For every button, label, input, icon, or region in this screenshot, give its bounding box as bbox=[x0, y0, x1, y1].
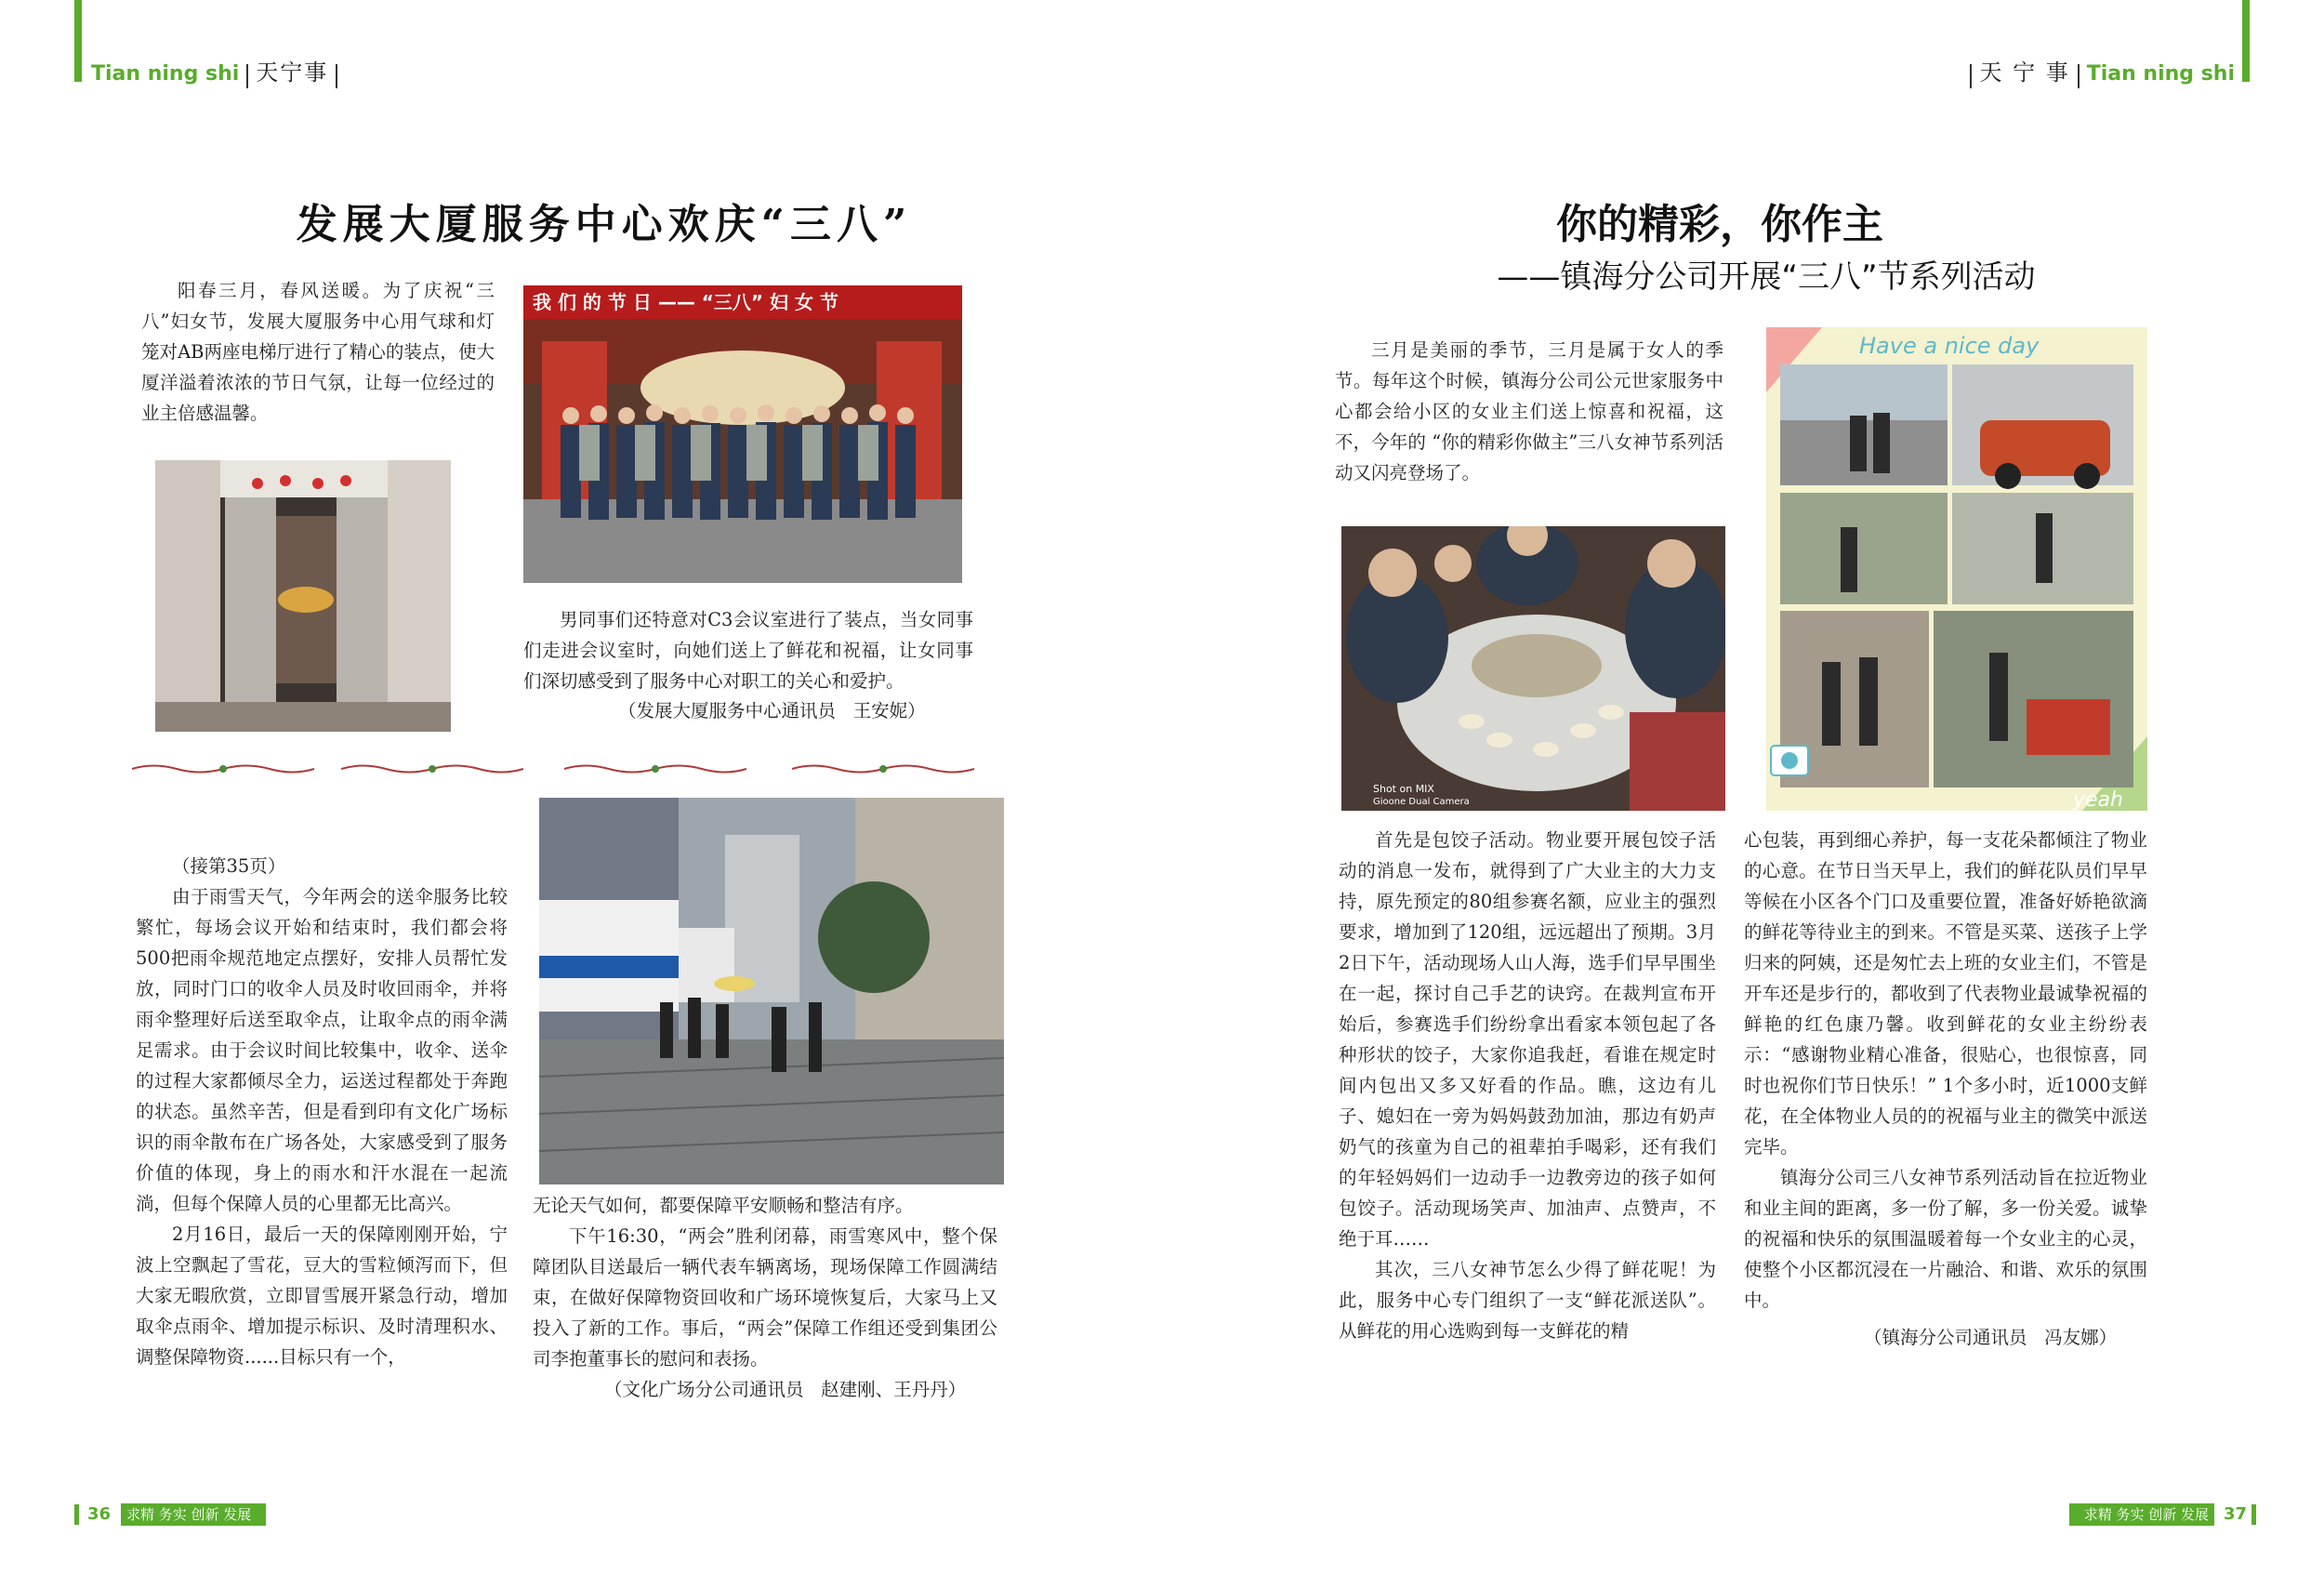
left-motto-text: 求精 务实 创新 发展 bbox=[126, 1506, 252, 1523]
left-footer-motto bbox=[121, 1503, 266, 1526]
credit1-suffix: ） bbox=[907, 700, 926, 721]
ornament-divider bbox=[562, 762, 748, 775]
left-intro-text bbox=[141, 275, 495, 429]
left-page-number: 36 bbox=[87, 1504, 112, 1524]
left-col1-paragraph-1: 由于雨雪天气，今年两会的送伞服务比较繁忙，每场会议开始和结束时，我们都会将500把雨伞规范地定点摆好，安排人员帮忙发放，同时门口的收伞人员及时收回雨伞，并将雨伞整理好后送至取伞点，让取伞点的雨伞满足需求。由于会议时间比较集中，收伞、送伞的过程大家都倾尽全力，运送过程都处于奔跑的状态。虽然辛苦，但是看到印有文化广场标识的雨伞散布在广场各处，大家感受到了服务价值的体现，身上的雨水和汗水混在一起流淌，但每个保障人员的心里都无比高兴。 bbox=[136, 886, 508, 1214]
right-col2-paragraph-2: 镇海分公司三八女神节系列活动旨在拉近物业和业主间的距离，多一份了解，多一份关爱。诚挚的祝福和快乐的氛围温暖着每一个女业主的心灵，使整个小区都沉浸在一片融洽、和谐、欢乐的氛围中。 bbox=[1744, 1167, 2147, 1311]
right-footer-motto bbox=[2069, 1503, 2214, 1526]
right-footer-mark bbox=[2251, 1504, 2256, 1525]
right-credit-name: 冯友娜 bbox=[2044, 1327, 2099, 1348]
photo-stamp-2: Gioone Dual Camera bbox=[1373, 797, 1470, 807]
credit2-prefix: （文化广场分公司通讯员 bbox=[604, 1379, 804, 1400]
left-intro-paragraph: 阳春三月，春风送暖。为了庆祝“三八”妇女节，发展大厦服务中心用气球和灯笼对AB两座电梯厅进行了精心的装点，使大厦洋溢着浓浓的节日气氛，让每一位经过的业主倍感温馨。 bbox=[141, 280, 495, 424]
ornament-divider bbox=[790, 762, 976, 775]
right-col1-text bbox=[1339, 825, 1716, 1346]
left-header-bar bbox=[74, 0, 82, 82]
left-photo-caption bbox=[523, 604, 973, 696]
left-header-title: 天宁事 bbox=[256, 60, 329, 86]
ornament-divider bbox=[130, 762, 316, 775]
elevator-hall-photo bbox=[155, 460, 451, 732]
left-header-pinyin: Tian ning shi bbox=[91, 62, 240, 86]
right-credit-suffix: ） bbox=[2098, 1327, 2118, 1348]
right-credit-prefix: （镇海分公司通讯员 bbox=[1864, 1327, 2027, 1348]
right-intro-text bbox=[1335, 335, 1723, 488]
right-article-title: 你的精彩，你作主 bbox=[1556, 201, 1883, 248]
credit1-prefix: （发展大厦服务中心通讯员 bbox=[618, 700, 837, 721]
left-col2-text bbox=[533, 1190, 997, 1374]
right-intro-paragraph: 三月是美丽的季节，三月是属于女人的季节。每年这个时候，镇海分公司公元世家服务中心都会给小区的女业主们送上惊喜和祝福，这不，今年的 “你的精彩你做主”三八女神节系列活动又闪亮登场了。 bbox=[1335, 339, 1723, 483]
left-col1-paragraph-2: 2月16日，最后一天的保障刚刚开始，宁波上空飘起了雪花，豆大的雪粒倾泻而下，但大家无暇欣赏，立即冒雪展开紧急行动，增加取伞点雨伞、增加提示标识、及时清理积水、调整保障物资......目标只有一个， bbox=[136, 1224, 508, 1368]
left-header bbox=[91, 54, 345, 88]
right-header-bar bbox=[2242, 0, 2250, 82]
left-credit-2 bbox=[604, 1374, 966, 1405]
right-col2-paragraph-1: 心包装，再到细心养护，每一支花朵都倾注了物业的心意。在节日当天早上，我们的鲜花队员们早早等候在小区各个门口及重要位置，准备好娇艳欲滴的鲜花等待业主的到来。不管是买菜、送孩子上学归来的阿姨，还是匆忙去上班的女业主们，不管是开车还是步行的，都收到了代表物业最诚挚祝福的鲜艳的红色康乃馨。收到鲜花的女业主纷纷表示：“感谢物业精心准备，很贴心，也很惊喜，同时也祝你们节日快乐！” 1个多小时，近1000支鲜花，在全体物业人员的的祝福与业主的微笑中派送完毕。 bbox=[1744, 829, 2147, 1158]
right-page-number: 37 bbox=[2224, 1504, 2248, 1524]
left-col2-paragraph-1: 无论天气如何，都要保障平安顺畅和整洁有序。 bbox=[533, 1195, 914, 1216]
left-col2-paragraph-2: 下午16:30，“两会”胜利闭幕，雨雪寒风中，整个保障团队目送最后一辆代表车辆离场，现场保障工作圆满结束，在做好保障物资回收和广场环境恢复后，大家马上又投入了新的工作。事后，“两会”保障工作组还受到集团公司李抱董事长的慰问和表扬。 bbox=[533, 1225, 997, 1370]
right-col1-paragraph-2: 其次，三八女神节怎么少得了鲜花呢！为此，服务中心专门组织了一支“鲜花派送队”。从鲜花的用心选购到每一支鲜花的精 bbox=[1339, 1259, 1716, 1342]
collage-text-top: Have a nice day bbox=[1859, 333, 2040, 359]
right-header-pinyin: Tian ning shi bbox=[2086, 62, 2235, 86]
staff-group-photo bbox=[523, 285, 962, 583]
banner-text: 我 们 的 节 日 —— “三八” 妇 女 节 bbox=[533, 291, 838, 313]
left-credit-1 bbox=[618, 695, 926, 726]
left-article-title: 发展大厦服务中心欢庆“三八” bbox=[296, 201, 913, 248]
photo-stamp-1: Shot on MIX bbox=[1373, 783, 1434, 795]
dumpling-activity-photo bbox=[1341, 526, 1725, 811]
credit1-name: 王安妮 bbox=[852, 700, 908, 721]
left-footer-mark bbox=[74, 1504, 79, 1525]
right-header-title: 天 宁 事 bbox=[1979, 60, 2070, 86]
rainy-plaza-photo bbox=[539, 798, 1004, 1184]
right-col1-paragraph-1: 首先是包饺子活动。物业要开展包饺子活动的消息一发布，就得到了广大业主的大力支持，原先预定的80组参赛名额，应业主的强烈要求，增加到了120组，远远超出了预期。3月2日下午，活动现场人山人海，选手们早早围坐在一起，探讨自己手艺的诀窍。在裁判宣布开始后，参赛选手们纷纷拿出看家本领包起了各种形状的饺子，大家你追我赶，看谁在规定时间内包出又多又好看的作品。瞧，这边有儿子、媳妇在一旁为妈妈鼓劲加油，那边有奶声奶气的孩童为自己的祖辈拍手喝彩，还有我们的年轻妈妈们一边动手一边教旁边的孩子如何包饺子。活动现场笑声、加油声、点赞声，不绝于耳…… bbox=[1339, 829, 1716, 1250]
credit2-suffix: ） bbox=[947, 1379, 967, 1400]
ornament-divider bbox=[339, 762, 525, 775]
photo-caption-paragraph: 男同事们还特意对C3会议室进行了装点，当女同事们走进会议室时，向她们送上了鲜花和祝福，让女同事们深切感受到了服务中心对职工的关心和爱护。 bbox=[523, 609, 973, 692]
right-credit bbox=[1864, 1322, 2117, 1353]
left-col1-text bbox=[136, 851, 508, 1372]
right-header bbox=[1962, 54, 2235, 88]
collage-text-bottom: yeah bbox=[2073, 788, 2123, 811]
flower-delivery-collage bbox=[1766, 327, 2147, 811]
right-article-subtitle: ——镇海分公司开展“三八”节系列活动 bbox=[1497, 258, 2036, 296]
continued-label: （接第35页） bbox=[172, 855, 286, 877]
credit2-name: 赵建刚、王丹丹 bbox=[821, 1379, 948, 1400]
right-motto-text: 求精 务实 创新 发展 bbox=[2083, 1506, 2209, 1523]
right-col2-text bbox=[1744, 825, 2147, 1316]
